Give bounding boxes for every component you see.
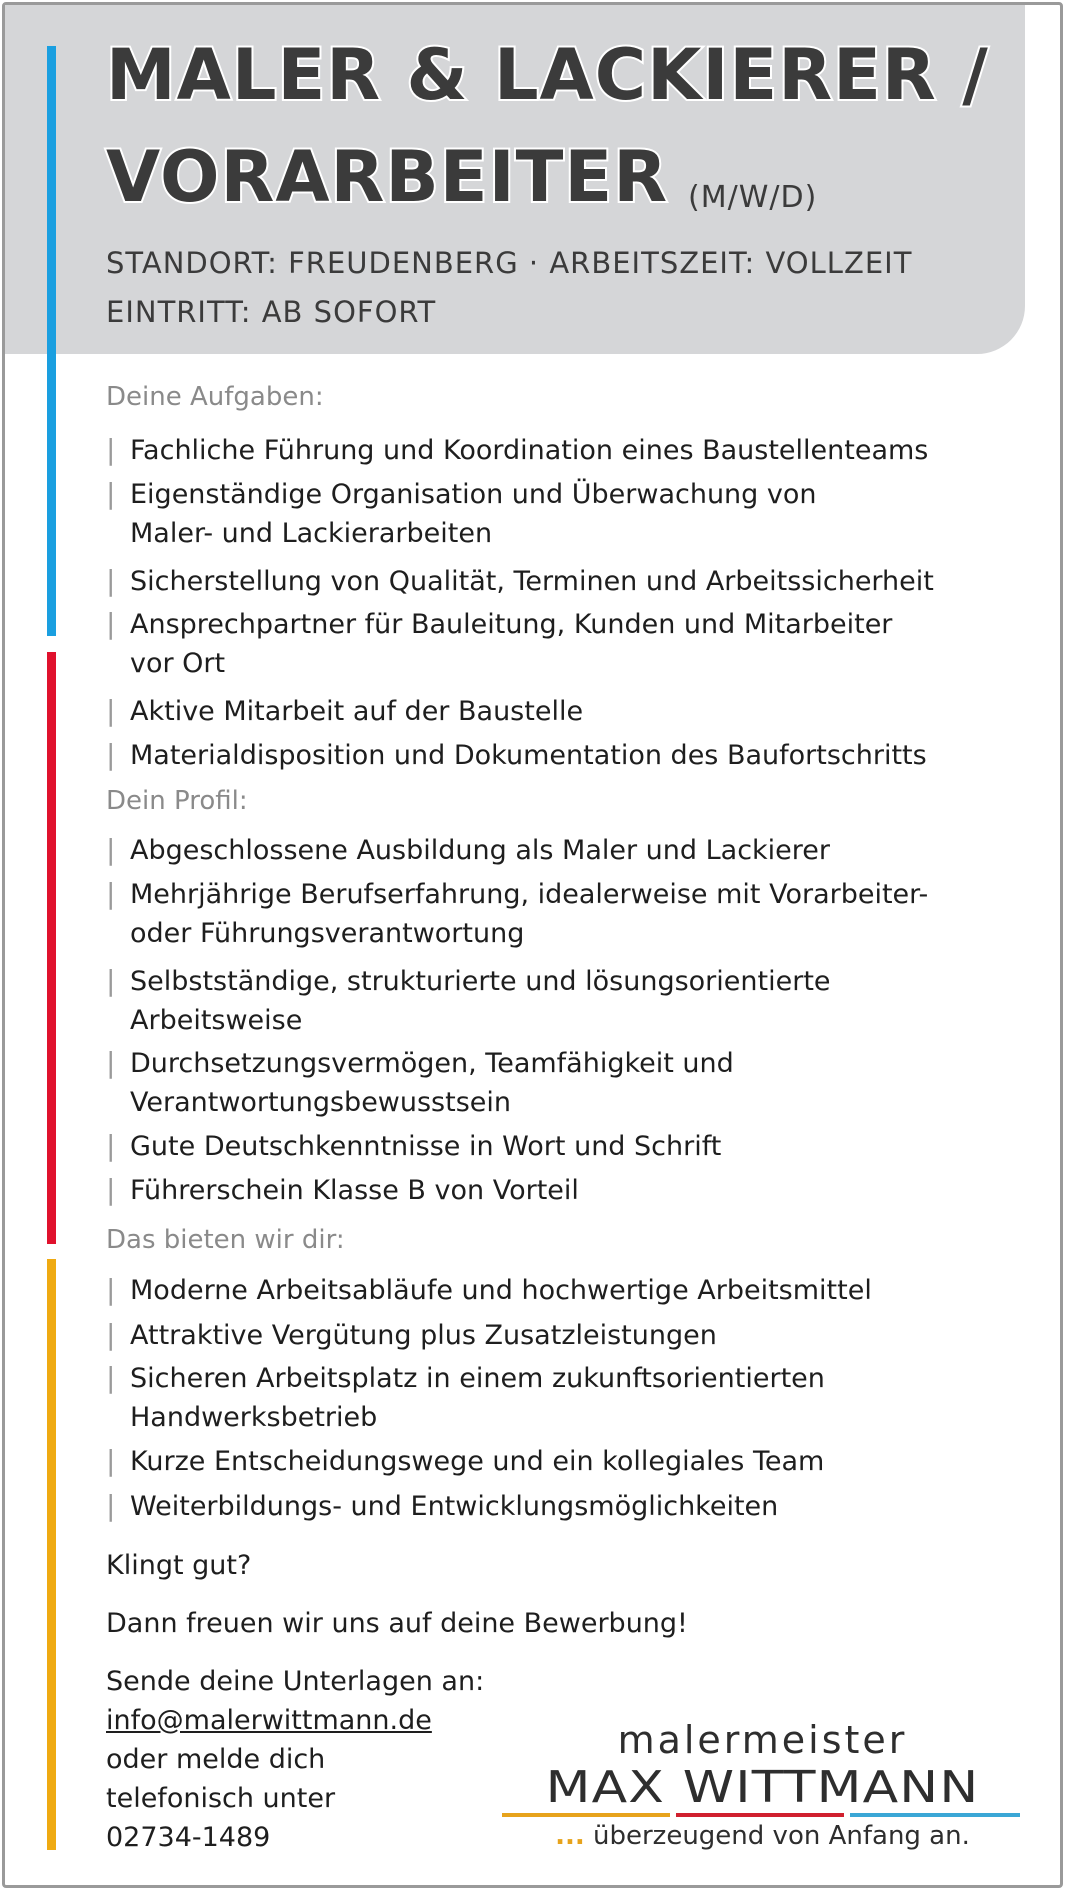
item-separator: | — [106, 964, 116, 997]
logo-rule-blue — [850, 1813, 1020, 1817]
item-separator: | — [106, 877, 116, 910]
section-heading-angebot: Das bieten wir dir: — [106, 1225, 345, 1255]
list-item — [106, 561, 934, 601]
list-item-text: Arbeitsweise — [130, 1005, 303, 1036]
item-separator: | — [106, 1273, 116, 1306]
logo-tagline — [500, 1821, 1025, 1851]
item-separator: | — [106, 477, 116, 510]
list-item-text: Ansprechpartner für Bauleitung, Kunden und Mitarbeiter — [130, 609, 893, 640]
item-separator: | — [106, 1129, 116, 1162]
accent-bar-red — [47, 652, 56, 1244]
item-separator: | — [106, 1444, 116, 1477]
list-item — [106, 830, 830, 870]
list-item-text: Gute Deutschkenntnisse in Wort und Schrift — [130, 1131, 722, 1162]
list-item-text: Moderne Arbeitsabläufe und hochwertige Arbeitsmittel — [130, 1275, 872, 1306]
item-separator: | — [106, 738, 116, 771]
list-item-text: vor Ort — [130, 648, 226, 679]
send-label: Sende deine Unterlagen an: — [106, 1666, 485, 1697]
list-item-text: Mehrjährige Berufserfahrung, idealerweise mit Vorarbeiter- — [130, 879, 929, 910]
call-line-1: oder melde dich — [106, 1744, 326, 1775]
list-item-text: Sicherstellung von Qualität, Terminen und Arbeitssicherheit — [130, 566, 934, 597]
item-separator: | — [106, 833, 116, 866]
company-logo — [500, 1718, 1025, 1858]
accent-bar-blue — [47, 46, 56, 636]
list-item — [106, 1270, 872, 1310]
list-item — [106, 1358, 825, 1437]
list-item — [106, 604, 892, 683]
list-item — [106, 874, 928, 953]
list-item-text: Selbstständige, strukturierte und lösungsorientierte — [130, 966, 831, 997]
list-item — [106, 474, 817, 553]
list-item — [106, 1315, 717, 1355]
list-item — [106, 961, 831, 1040]
start-date: EINTRITT: AB SOFORT — [106, 295, 437, 329]
list-item-text: Weiterbildungs- und Entwicklungsmöglichkeiten — [130, 1491, 779, 1522]
list-item-text: Verantwortungsbewusstsein — [130, 1087, 512, 1118]
logo-rule-yellow — [502, 1813, 670, 1817]
closing-invite: Dann freuen wir uns auf deine Bewerbung! — [106, 1608, 688, 1639]
list-item-text: Handwerksbetrieb — [130, 1402, 378, 1433]
list-item-text: Führerschein Klasse B von Vorteil — [130, 1175, 579, 1206]
item-separator: | — [106, 694, 116, 727]
gender-suffix: (M/W/D) — [688, 180, 818, 215]
list-item-text: Kurze Entscheidungswege und ein kollegiales Team — [130, 1446, 825, 1477]
item-separator: | — [106, 564, 116, 597]
list-item — [106, 430, 928, 470]
list-item-text: Maler- und Lackierarbeiten — [130, 518, 493, 549]
item-separator: | — [106, 433, 116, 466]
accent-bar-yellow — [47, 1259, 56, 1850]
phone-number: 02734-1489 — [106, 1822, 271, 1853]
logo-line-1: malermeister — [617, 1718, 908, 1762]
list-item — [106, 1486, 778, 1526]
logo-tagline-text: überzeugend von Anfang an. — [584, 1821, 970, 1851]
list-item — [106, 1043, 734, 1122]
list-item — [106, 1126, 721, 1166]
item-separator: | — [106, 1489, 116, 1522]
item-separator: | — [106, 1173, 116, 1206]
logo-rule-red — [676, 1813, 844, 1817]
closing-question: Klingt gut? — [106, 1550, 252, 1581]
list-item-text: oder Führungsverantwortung — [130, 918, 525, 949]
list-item-text: Aktive Mitarbeit auf der Baustelle — [130, 696, 584, 727]
item-separator: | — [106, 607, 116, 640]
list-item-text: Materialdisposition und Dokumentation des Baufortschritts — [130, 740, 927, 771]
email-link[interactable]: info@malerwittmann.de — [106, 1705, 432, 1736]
list-item-text: Fachliche Führung und Koordination eines Baustellenteams — [130, 435, 929, 466]
section-heading-profil: Dein Profil: — [106, 786, 248, 816]
list-item — [106, 1441, 824, 1481]
item-separator: | — [106, 1046, 116, 1079]
job-title-line-2: VORARBEITER — [106, 136, 669, 218]
location-worktime: STANDORT: FREUDENBERG · ARBEITSZEIT: VOLLZEIT — [106, 246, 913, 280]
item-separator: | — [106, 1361, 116, 1394]
logo-tagline-dots: ... — [555, 1821, 585, 1851]
list-item-text: Sicheren Arbeitsplatz in einem zukunftsorientierten — [130, 1363, 825, 1394]
job-title-line-1: MALER & LACKIERER / — [106, 34, 989, 116]
list-item-text: Abgeschlossene Ausbildung als Maler und Lackierer — [130, 835, 831, 866]
item-separator: | — [106, 1318, 116, 1351]
list-item — [106, 1170, 579, 1210]
logo-line-2: MAX WITTMANN — [545, 1762, 980, 1813]
list-item-text: Durchsetzungsvermögen, Teamfähigkeit und — [130, 1048, 734, 1079]
list-item-text: Attraktive Vergütung plus Zusatzleistungen — [130, 1320, 717, 1351]
section-heading-aufgaben: Deine Aufgaben: — [106, 382, 324, 412]
call-line-2: telefonisch unter — [106, 1783, 336, 1814]
list-item — [106, 691, 583, 731]
list-item-text: Eigenständige Organisation und Überwachung von — [130, 479, 817, 510]
list-item — [106, 735, 927, 775]
